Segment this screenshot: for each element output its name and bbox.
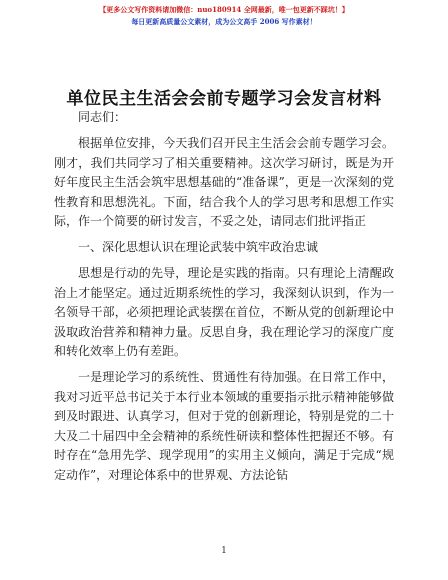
document-title: 单位民主生活会会前专题学习会发言材料 xyxy=(66,89,382,109)
body-paragraph: 思想是行动的先导，理论是实践的指南。只有理论上清醒政治上才能坚定。通过近期系统性的学习，我深刻认识到，作为一名领导干部，必须把理论武装摆在首位，不断从党的创新理论中汲取政治营养和精神力量。反思自身，我在理论学习的深度广度和转化效率上仍有差距。 xyxy=(54,266,394,358)
section-heading: 一、深化思想认识在理论武装中筑牢政治忠诚 xyxy=(78,240,319,254)
page-number: 1 xyxy=(221,546,227,556)
document-body xyxy=(54,108,394,492)
intro-paragraph: 根据单位安排，今天我们召开民主生活会会前专题学习会。刚才，我们共同学习了相关重要精神。这次学习研讨，既是为开好年度民主生活会筑牢思想基础的“准备课”，更是一次深刻的党性教育和思想洗礼。下面，结合我个人的学习思考和思想工作实际，作一个简要的研讨发言，不妥之处，请同志们批评指正 xyxy=(54,136,394,228)
promo-banner-line-2: 每日更新高质量公文素材，成为公文高手 2006 写作素材！ xyxy=(131,17,317,26)
body-paragraph: 一是理论学习的系统性、贯通性有待加强。在日常工作中，我对习近平总书记关于本行业本领域的重要指示批示精神能够做到及时跟进、认真学习，但对于党的创新理论，特别是党的二十大及二十届四中全会精神的系统性研读和整体性把握还不够。有时存在“急用先学、现学现用”的实用主义倾向，满足于完成“规定动作”，对理论体系中的世界观、方法论钻 xyxy=(54,370,394,482)
salutation: 同志们： xyxy=(78,110,127,124)
promo-banner-line-1: 【更多公文写作资料请加微信：nuo180914 全网最新，唯一包更新不踩坑！】 xyxy=(99,5,349,14)
